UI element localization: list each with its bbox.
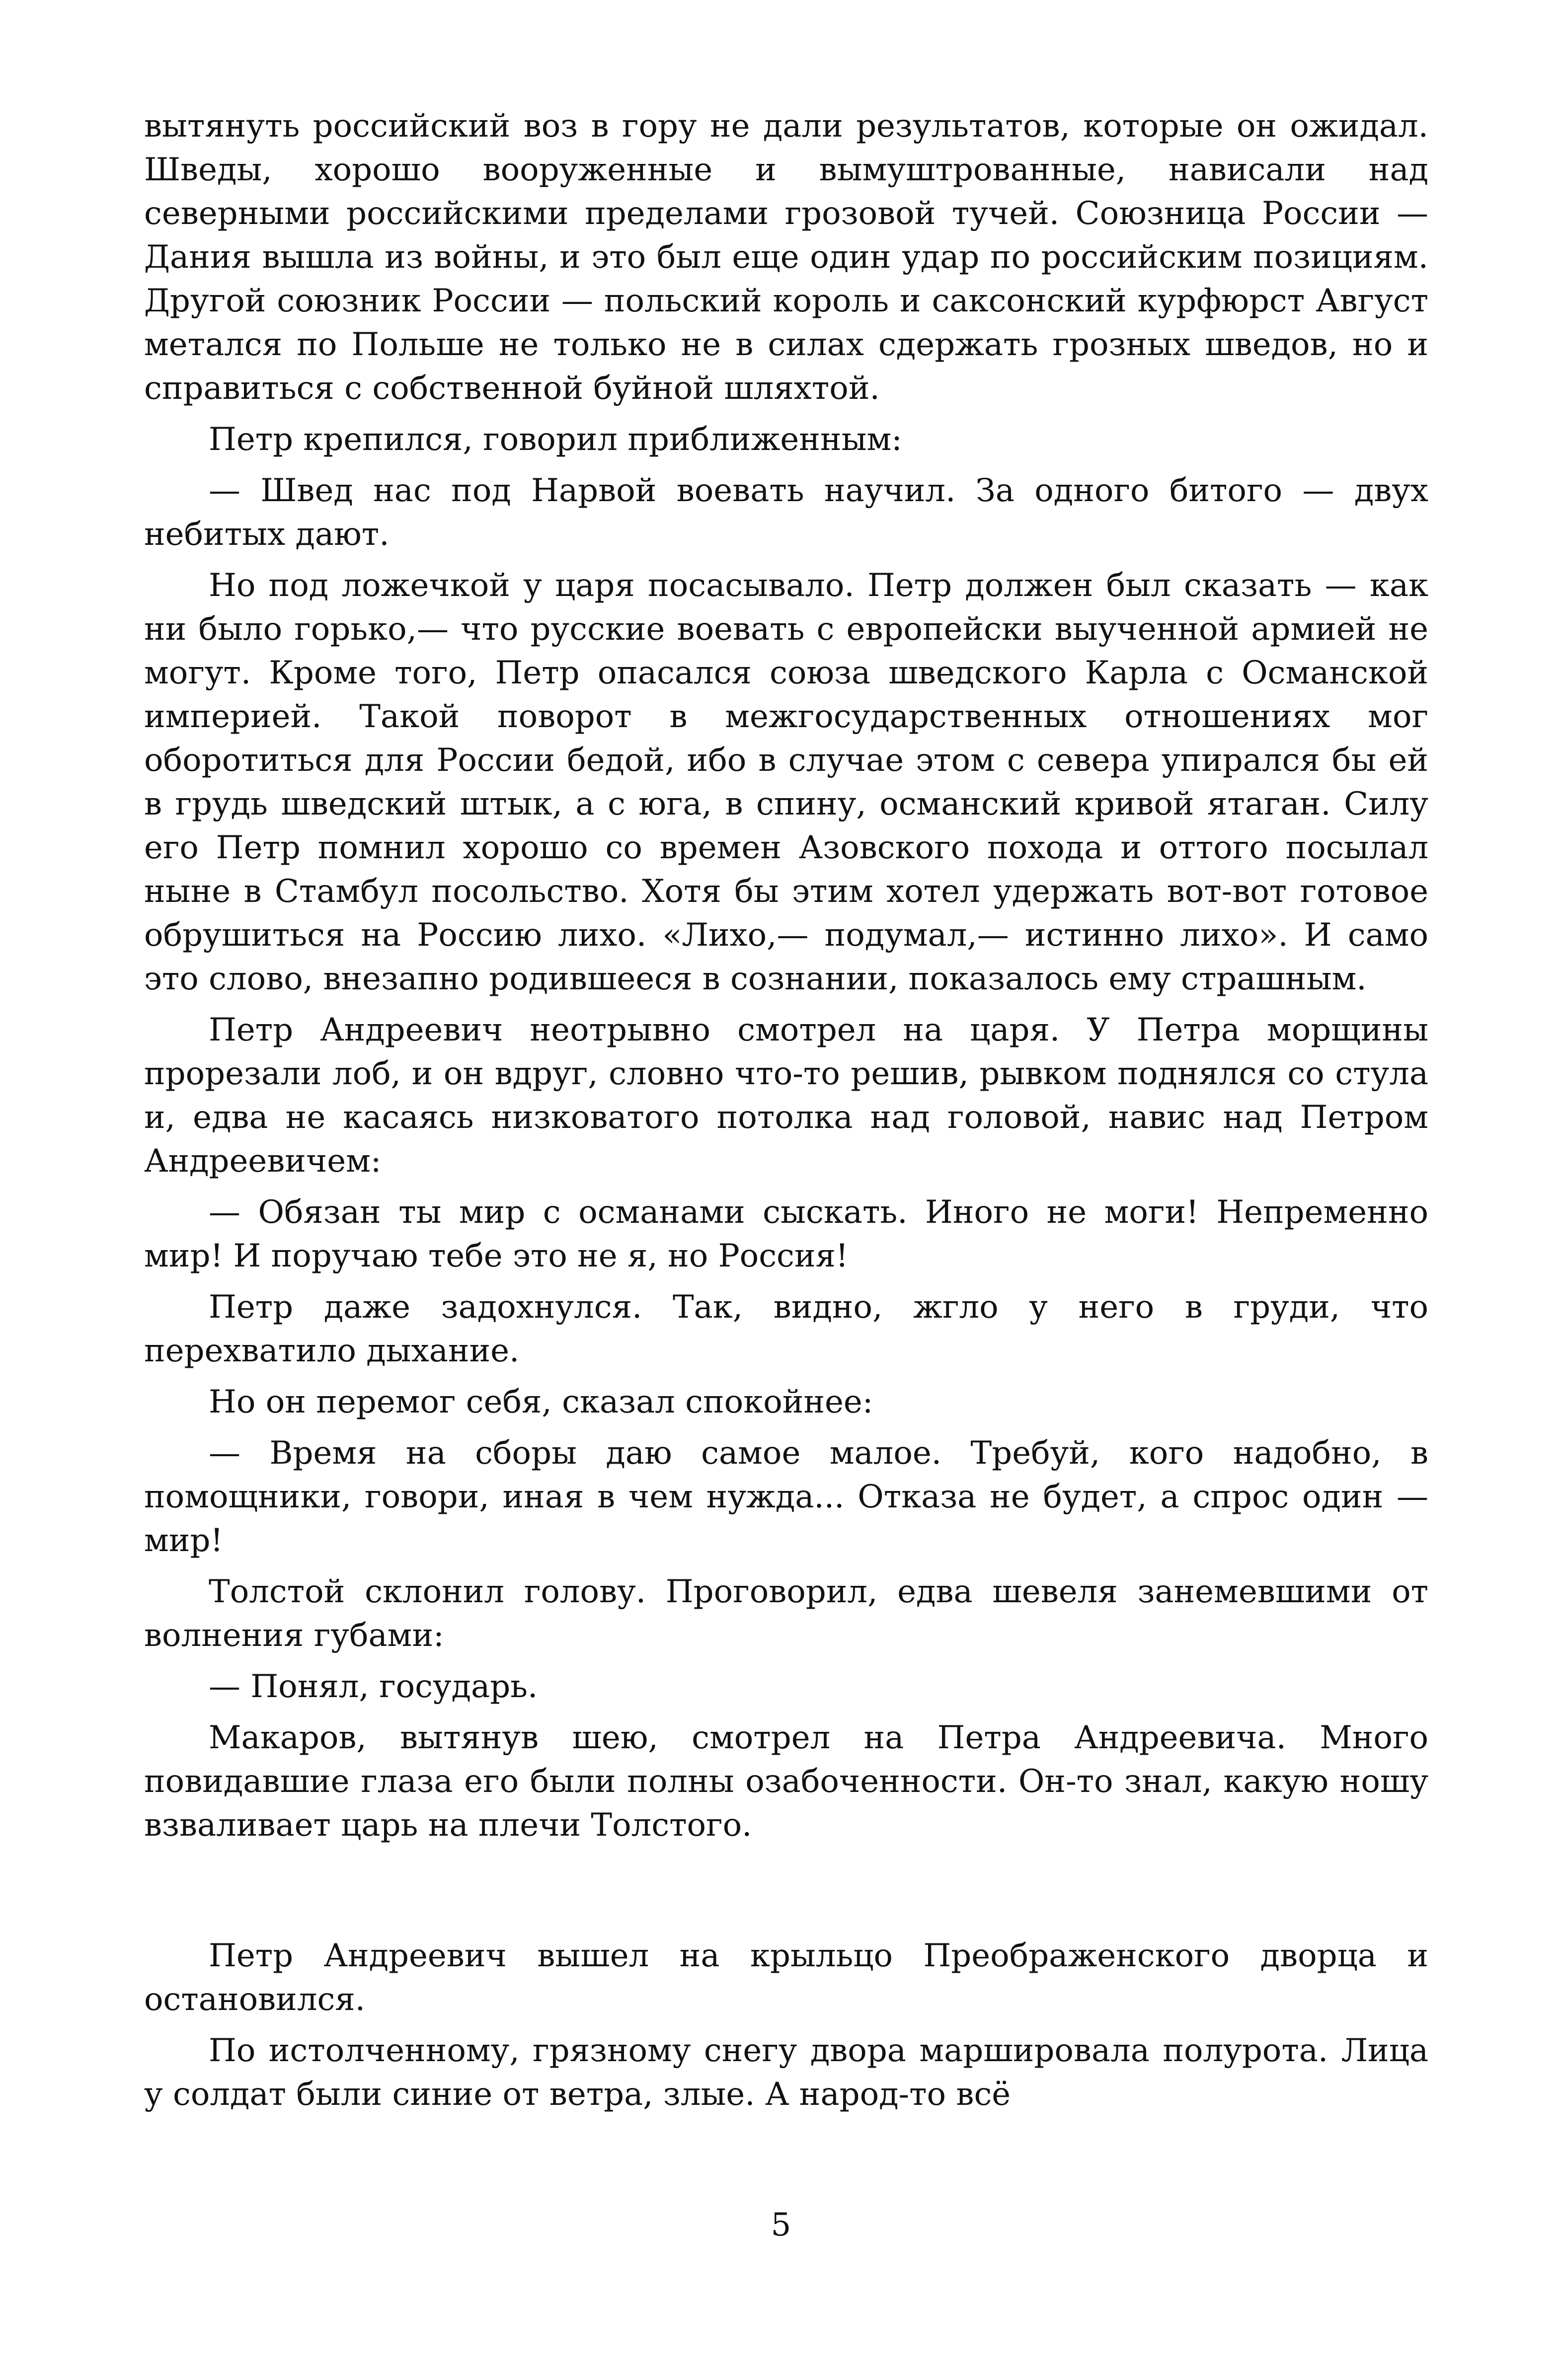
dialogue-line: — Время на сборы даю самое малое. Требуй, кого надобно, в помощники, говори, иная в чем нужда... Отказа не будет, а спрос один — мир!: [144, 1435, 1428, 1559]
paragraph: вытянуть российский воз в гору не дали результатов, которые он ожидал. Шведы, хорошо вооруженные и вымуштрованные, нависали над северными российскими пределами грозовой тучей. Союзница России — Дания вышла из войны, и это был еще один удар по российским позициям. Другой союзник России — польский король и саксонский курфюрст Август метался по Польше не только не в силах сдержать грозных шведов, но и справиться с собственной буйной шляхтой.: [144, 108, 1428, 407]
paragraph: Макаров, вытянув шею, смотрел на Петра Андреевича. Много повидавшие глаза его были полны озабоченности. Он-то знал, какую ношу взваливает царь на плечи Толстого.: [144, 1719, 1428, 1844]
dialogue-line: — Понял, государь.: [209, 1668, 538, 1705]
dialogue-line: — Обязан ты мир с османами сыскать. Иного не моги! Непременно мир! И поручаю тебе это не я, но Россия!: [144, 1194, 1428, 1274]
paragraph: Петр Андреевич вышел на крыльцо Преображенского дворца и остановился.: [144, 1937, 1428, 2018]
paragraph: Толстой склонил голову. Проговорил, едва шевеля занемевшими от волнения губами:: [144, 1573, 1428, 1654]
paragraph: Но под ложечкой у царя посасывало. Петр должен был сказать — как ни было горько,— что русские воевать с европейски выученной армией не могут. Кроме того, Петр опасался союза шведского Карла с Османской империей. Такой поворот в межгосударственных отношениях мог оборотиться для России бедой, ибо в случае этом с севера упирался бы ей в грудь шведский штык, а с юга, в спину, османский кривой ятаган. Силу его Петр помнил хорошо со времен Азовского похода и оттого посылал ныне в Стамбул посольство. Хотя бы этим хотел удержать вот-вот готовое обрушиться на Россию лихо. «Лихо,— подумал,— истинно лихо». И само это слово, внезапно родившееся в сознании, показалось ему страшным.: [144, 567, 1428, 997]
paragraph: По истолченному, грязному снегу двора маршировала полурота. Лица у солдат были синие от ветра, злые. А народ-то всё: [144, 2032, 1428, 2113]
paragraph: Петр даже задохнулся. Так, видно, жгло у него в груди, что перехватило дыхание.: [144, 1289, 1428, 1369]
page-number: 5: [771, 2207, 791, 2243]
paragraph: Петр крепился, говорил приближенным:: [209, 421, 902, 458]
paragraph: Петр Андреевич неотрывно смотрел на царя. У Петра морщины прорезали лоб, и он вдруг, словно что-то решив, рывком поднялся со стула и, едва не касаясь низковатого потолка над головой, навис над Петром Андреевичем:: [144, 1012, 1428, 1180]
book-page-text: [144, 104, 1428, 2124]
paragraph: Но он перемог себя, сказал спокойнее:: [209, 1384, 873, 1420]
dialogue-line: — Швед нас под Нарвой воевать научил. За одного битого — двух небитых дают.: [144, 472, 1428, 553]
